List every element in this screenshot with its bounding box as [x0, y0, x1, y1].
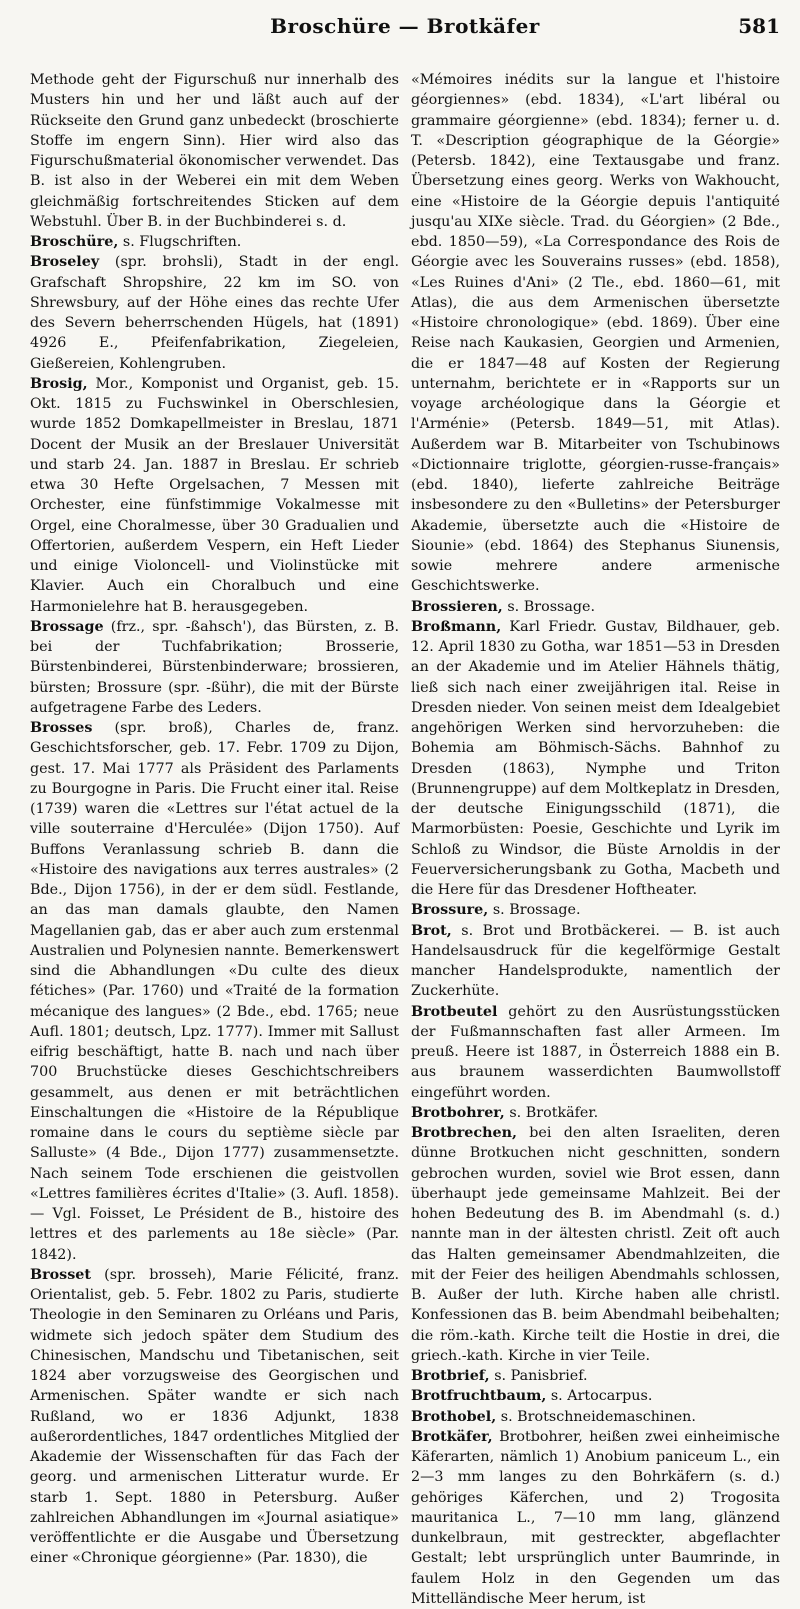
- dictionary-entry: [411, 617, 780, 901]
- text-columns: [30, 70, 780, 1609]
- entry-text: (spr. broß), Charles de, franz. Geschichtsforscher, geb. 17. Febr. 1709 zu Dijon, gest. 17. Mai 1777 als Präsident des Parlaments zu Bourgogne in Paris. Die Frucht einer ital. Reise (1739) waren die «Lettres sur l'état actuel de la ville souterraine d'Herculée» (Dijon 1750). Auf Buffons Veranlassung schrieb B. dann die «Histoire des navigations aux terres australes» (2 Bde., Dijon 1756), in der er dem südl. Festlande, an das man damals glaubte, den Namen Magellanien gab, das er aber auch zum erstenmal Australien und Polynesien nannte. Bemerkenswert sind die Abhandlungen «Du culte des dieux fétiches» (Par. 1760) und «Traité de la formation mécanique des langues» (2 Bde., ebd. 1765; neue Aufl. 1801; deutsch, Lpz. 1777). Immer mit Sallust eifrig beschäftigt, hatte B. nach und nach über 700 Bruchstücke dieses Geschichtschreibers gesammelt, aus denen er mit beträchtlichen Einschaltungen die «Histoire de la République romaine dans le cours du septième siècle par Salluste» (4 Bde., Dijon 1777) zusammensetzte. Nach seinem Tode erschienen die geistvollen «Lettres familières écrites d'Italie» (3. Aufl. 1858). — Vgl. Foisset, Le Président de B., histoire des lettres et des parlements au 18e siècle» (Par. 1842).: [30, 720, 400, 1263]
- entry-text: s. Brot und Brotbäckerei. — B. ist auch Handelsausdruck für die kegelförmige Gestalt mancher Handelsprodukte, namentlich der Zuckerhüte.: [411, 922, 780, 1000]
- entry-text: gehört zu den Ausrüstungsstücken der Fußmannschaften fast aller Armeen. Im preuß. Heere ist 1887, in Österreich 1888 ein B. aus braunem wasserdichten Baumwollstoff eingeführt worden.: [411, 1003, 781, 1101]
- dictionary-entry: [30, 252, 399, 374]
- entry-headword: Brotfruchtbaum,: [411, 1388, 547, 1405]
- entry-headword: Brosig,: [30, 375, 88, 392]
- entry-headword: Broßmann,: [411, 618, 502, 635]
- entry-text: Karl Friedr. Gustav, Bildhauer, geb. 12. April 1830 zu Gotha, war 1851—53 in Dresden an der Akademie und im Atelier Hähnels thätig, ließ sich nach einer zweijährigen ital. Reise in Dresden nieder. Von seinen meist dem Idealgebiet angehörigen Werken sind hervorzuheben: die Bohemia am Böhmisch-Sächs. Bahnhof zu Dresden (1863), Nymphe und Triton (Brunnengruppe) auf dem Moltkeplatz in Dresden, der deutsche Einigungsschild (1871), die Marmorbüsten: Poesie, Geschichte und Lyrik im Schloß zu Windsor, die Büste Arnoldis in der Feuerversicherungsbank zu Gotha, Macbeth und die Here für das Dresdener Hoftheater.: [411, 618, 780, 898]
- entry-text: s. Flugschriften.: [122, 234, 242, 250]
- entry-headword: Brosses: [30, 720, 93, 736]
- entry-headword: Broseley: [30, 254, 100, 271]
- entry-text: s. Brotkäfer.: [509, 1104, 599, 1121]
- entry-headword: Brotbrief,: [411, 1368, 490, 1384]
- dictionary-entry: [411, 921, 780, 1002]
- right-column: [411, 70, 780, 1609]
- entry-headword: Brothobel,: [411, 1408, 497, 1425]
- entry-headword: Brotbrechen,: [411, 1125, 517, 1141]
- dictionary-entry: [411, 1103, 780, 1123]
- dictionary-entry: [411, 70, 780, 597]
- dictionary-entry: [411, 597, 780, 617]
- entry-text: (spr. brohsli), Stadt in der engl. Grafschaft Shropshire, 22 km im SO. von Shrewsbury, auf der Höhe eines das rechte Ufer des Severn beherrschenden Hügels, hat (1891) 4926 E., Pfeifenfabrikation, Ziegeleien, Gießereien, Kohlengruben.: [30, 254, 399, 372]
- left-column: [30, 70, 399, 1609]
- entry-text: «Mémoires inédits sur la langue et l'histoire géorgiennes» (ebd. 1834), «L'art libéral ou grammaire géorgienne» (ebd. 1834); ferner u. d. T. «Description géographique de la Géorgie» (Petersb. 1842), eine Textausgabe und franz. Übersetzung eines georg. Werks von Wakhoucht, eine «Histoire de la Géorgie depuis l'antiquité jusqu'au XIXe siècle. Trad. du Géorgien» (2 Bde., ebd. 1850—59), «La Correspondance des Rois de Géorgie avec les Souverains russes» (ebd. 1858), «Les Ruines d'Ani» (2 Tle., ebd. 1860—61, mit Atlas), die aus dem Armenischen übersetzte «Histoire chronologique» (ebd. 1869). Über eine Reise nach Kaukasien, Georgien und Armenien, die er 1847—48 auf Kosten der Regierung unternahm, berichtete er in «Rapports sur un voyage archéologique dans la Géorgie et l'Arménie» (Petersb. 1849—51, mit Atlas). Außerdem war B. Mitarbeiter von Tschubinows «Dictionnaire triglotte, géorgien-russe-français» (ebd. 1840), lieferte zahlreiche Beiträge insbesondere zu den «Bulletins» der Petersburger Akademie, übersetzte auch die «Histoire de Siounie» (ebd. 1864) des Stephanus Siunensis, sowie mehrere andere armenische Geschichtswerke.: [411, 72, 780, 595]
- dictionary-entry: [30, 718, 399, 1265]
- dictionary-entry: [411, 1386, 780, 1406]
- entry-text: bei den alten Israeliten, deren dünne Brotkuchen nicht geschnitten, sondern gebrochen wurden, soviel wie Brot essen, dann überhaupt jede gemeinsame Mahlzeit. Bei der hohen Bedeutung des B. im Abendmahl (s. d.) nannte man in der ältesten christl. Zeit oft auch das Halten gemeinsamer Abendmahlzeiten, die mit der Feier des heiligen Abendmahls schlossen, B. Außer der luth. Kirche haben alle christl. Konfessionen das B. beim Abendmahl beibehalten; die röm.-kath. Kirche teilt die Hostie in drei, die griech.-kath. Kirche in vier Teile.: [411, 1125, 781, 1364]
- dictionary-entry: [411, 1123, 780, 1366]
- entry-text: Methode geht der Figurschuß nur innerhalb des Musters hin und her und läßt auch auf der Rückseite den Grund ganz unbedeckt (broschierte Stoffe im engern Sinn). Hier wird also das Figurschußmaterial ökonomischer verwendet. Das B. ist also in der Weberei ein mit dem Weben gleichmäßig fortschreitendes Sticken auf dem Webstuhl. Über B. in der Buchbinderei s. d.: [30, 72, 399, 230]
- entry-text: s. Brossage.: [507, 598, 596, 615]
- dictionary-entry: [30, 374, 399, 617]
- entry-headword: Brotbeutel: [411, 1003, 498, 1020]
- entry-headword: Brotkäfer,: [411, 1428, 493, 1445]
- entry-text: s. Panisbrief.: [494, 1368, 588, 1384]
- entry-text: (frz., spr. -ßahsch'), das Bürsten, z. B. bei der Tuchfabrikation; Brosserie, Bürstenbinderei, Bürstenbinderware; brossieren, bürsten; Brossure (spr. -ßühr), die mit der Bürste aufgetragene Farbe des Leders.: [30, 618, 399, 716]
- dictionary-entry: [411, 1427, 780, 1609]
- dictionary-entry: [30, 232, 399, 252]
- entry-headword: Brotbohrer,: [411, 1104, 505, 1121]
- entry-text: Brotbohrer, heißen zwei einheimische Käferarten, nämlich 1) Anobium paniceum L., ein 2—3 mm langes zu den Bohrkäfern (s. d.) gehöriges Käferchen, und 2) Trogosita mauritanica L., 7—10 mm lang, glänzend dunkelbraun, mit gestreckter, abgeflachter Gestalt; lebt ursprünglich unter Baumrinde, in faulem Holz in den Gegenden um das Mittelländische Meer herum, ist: [411, 1428, 780, 1607]
- running-title: Broschüre — Brotkäfer: [270, 14, 540, 38]
- dictionary-entry: [411, 1407, 780, 1427]
- entry-text: (spr. brosseh), Marie Félicité, franz. Orientalist, geb. 5. Febr. 1802 zu Paris, studierte Theologie in den Seminaren zu Orléans und Paris, widmete sich jedoch später dem Studium des Chinesischen, Mandschu und Tibetanischen, seit 1824 aber vorzugsweise des Georgischen und Armenischen. Später wandte er sich nach Rußland, wo er 1836 Adjunkt, 1838 außerordentliches, 1847 ordentliches Mitglied der Akademie der Wissenschaften für das Fach der georg. und armenischen Litteratur wurde. Er starb 1. Sept. 1880 in Petersburg. Außer zahlreichen Abhandlungen im «Journal asiatique» veröffentlichte er die Ausgabe und Übersetzung einer «Chronique géorgienne» (Par. 1830), die: [30, 1266, 399, 1567]
- dictionary-entry: [30, 70, 399, 232]
- dictionary-entry: [411, 1366, 780, 1386]
- entry-headword: Brot,: [411, 922, 452, 939]
- page-header: [30, 8, 780, 48]
- entry-headword: Brossieren,: [411, 598, 503, 615]
- dictionary-entry: [411, 1002, 780, 1103]
- dictionary-entry: [30, 1265, 399, 1569]
- entry-headword: Brossage: [30, 618, 104, 635]
- entry-headword: Brosset: [30, 1266, 91, 1283]
- page-number: 581: [738, 14, 780, 38]
- dictionary-entry: [30, 617, 399, 718]
- entry-headword: Broschüre,: [30, 234, 119, 250]
- entry-headword: Brossure,: [411, 902, 489, 919]
- dictionary-entry: [411, 900, 780, 920]
- entry-text: s. Brossage.: [492, 902, 581, 919]
- entry-text: s. Brotschneidemaschinen.: [500, 1408, 696, 1425]
- entry-text: Mor., Komponist und Organist, geb. 15. Okt. 1815 zu Fuchswinkel in Oberschlesien, wurde 1852 Domkapellmeister in Breslau, 1871 Docent der Musik an der Breslauer Universität und starb 24. Jan. 1887 in Breslau. Er schrieb etwa 30 Hefte Orgelsachen, 7 Messen mit Orchester, eine fünfstimmige Vokalmesse mit Orgel, eine Choralmesse, über 30 Gradualien und Offertorien, außerdem Vespern, ein Heft Lieder und einige Violoncell- und Violinstücke mit Klavier. Auch ein Choralbuch und eine Harmonielehre hat B. herausgegeben.: [30, 375, 399, 615]
- entry-text: s. Artocarpus.: [550, 1388, 653, 1405]
